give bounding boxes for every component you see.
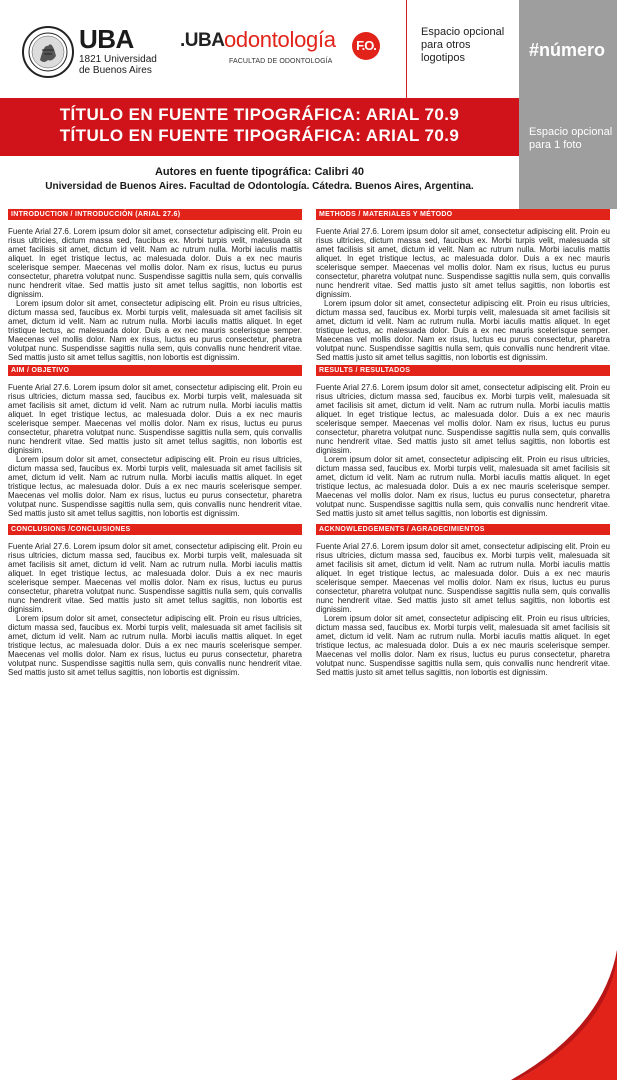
odontologia-logo <box>180 27 385 80</box>
poster-number-text: #número <box>529 40 606 60</box>
section-body <box>316 227 610 362</box>
section-body <box>8 542 302 677</box>
title-line-1: TÍTULO EN FUENTE TIPOGRÁFICA: ARIAL 70.9 <box>59 105 460 124</box>
title-line-2: TÍTULO EN FUENTE TIPOGRÁFICA: ARIAL 70.9 <box>59 126 460 145</box>
corner-swoosh-icon <box>457 950 617 1080</box>
paragraph: Lorem ipsum dolor sit amet, consectetur adipiscing elit. Proin eu risus ultricies, dictum massa sed, faucibus ex. Morbi turpis velit, malesuada sit amet facilisis sit amet, dictum id velit. Nam ac rutrum nulla. Morbi iaculis mattis aliquet. In eget tristique lectus, ac malesuada dolor. Duis a ex nec mauris scelerisque semper. Maecenas vel mollis dolor. Nam ex risus, luctus eu purus consectetur, pharetra volutpat nunc. Suspendisse sagittis nulla sem, quis convallis nunc hendrerit vitae. Sed mattis justo sit amet tellus sagittis, non lobortis est dignissim. <box>316 614 610 677</box>
paragraph: Fuente Arial 27.6. Lorem ipsum dolor sit amet, consectetur adipiscing elit. Proin eu risus ultricies, dictum massa sed, faucibus ex. Morbi turpis velit, malesuada sit amet facilisis sit amet, dictum id velit. Nam ac rutrum nulla. Morbi iaculis mattis aliquet. In eget tristique lectus, ac malesuada dolor. Duis a ex nec mauris scelerisque semper. Maecenas vel mollis dolor. Nam ex risus, luctus eu purus consectetur, pharetra volutpat nunc. Suspendisse sagittis nulla sem, quis convallis nunc hendrerit vitae. Sed mattis justo sit amet tellus sagittis, non lobortis est dignissim. <box>8 542 302 614</box>
section-heading: RESULTS / RESULTADOS <box>316 365 610 376</box>
paragraph: Lorem ipsum dolor sit amet, consectetur adipiscing elit. Proin eu risus ultricies, dictum massa sed, faucibus ex. Morbi turpis velit, malesuada sit amet facilisis sit amet, dictum id velit. Nam ac rutrum nulla. Morbi iaculis mattis aliquet. In eget tristique lectus, ac malesuada dolor. Duis a ex nec mauris scelerisque semper. Maecenas vel mollis dolor. Nam ex risus, luctus eu purus consectetur, pharetra volutpat nunc. Suspendisse sagittis nulla sem, quis convallis nunc hendrerit vitae. Sed mattis justo sit amet tellus sagittis, non lobortis est dignissim. <box>8 299 302 362</box>
paragraph: Lorem ipsum dolor sit amet, consectetur adipiscing elit. Proin eu risus ultricies, dictum massa sed, faucibus ex. Morbi turpis velit, malesuada sit amet facilisis sit amet, dictum id velit. Nam ac rutrum nulla. Morbi iaculis mattis aliquet. In eget tristique lectus, ac malesuada dolor. Duis a ex nec mauris scelerisque semper. Maecenas vel mollis dolor. Nam ex risus, luctus eu purus consectetur, pharetra volutpat nunc. Suspendisse sagittis nulla sem, quis convallis nunc hendrerit vitae. Sed mattis justo sit amet tellus sagittis, non lobortis est dignissim. <box>8 614 302 677</box>
paragraph: Fuente Arial 27.6. Lorem ipsum dolor sit amet, consectetur adipiscing elit. Proin eu risus ultricies, dictum massa sed, faucibus ex. Morbi turpis velit, malesuada sit amet facilisis sit amet, dictum id velit. Nam ac rutrum nulla. Morbi iaculis mattis aliquet. In eget tristique lectus, ac malesuada dolor. Duis a ex nec mauris scelerisque semper. Maecenas vel mollis dolor. Nam ex risus, luctus eu purus consectetur, pharetra volutpat nunc. Suspendisse sagittis nulla sem, quis convallis nunc hendrerit vitae. Sed mattis justo sit amet tellus sagittis, non lobortis est dignissim. <box>316 383 610 455</box>
photo-placeholder-text: Espacio opcional para 1 foto <box>529 126 613 151</box>
section-body <box>316 383 610 518</box>
section-aim <box>8 365 302 518</box>
section-heading: AIM / OBJETIVO <box>8 365 302 376</box>
uba-seal-icon <box>22 26 74 78</box>
paragraph: Fuente Arial 27.6. Lorem ipsum dolor sit amet, consectetur adipiscing elit. Proin eu risus ultricies, dictum massa sed, faucibus ex. Morbi turpis velit, malesuada sit amet facilisis sit amet, dictum id velit. Nam ac rutrum nulla. Morbi iaculis mattis aliquet. In eget tristique lectus, ac malesuada dolor. Duis a ex nec mauris scelerisque semper. Maecenas vel mollis dolor. Nam ex risus, luctus eu purus consectetur, pharetra volutpat nunc. Suspendisse sagittis nulla sem, quis convallis nunc hendrerit vitae. Sed mattis justo sit amet tellus sagittis, non lobortis est dignissim. <box>8 383 302 455</box>
section-introduction <box>8 209 302 362</box>
authors: Autores en fuente tipográfica: Calibri 40 <box>154 166 365 178</box>
odontologia-subtitle: FACULTAD DE ODONTOLOGÍA <box>229 58 333 65</box>
section-conclusions <box>8 524 302 677</box>
paragraph: Fuente Arial 27.6. Lorem ipsum dolor sit amet, consectetur adipiscing elit. Proin eu risus ultricies, dictum massa sed, faucibus ex. Morbi turpis velit, malesuada sit amet facilisis sit amet, dictum id velit. Nam ac rutrum nulla. Morbi iaculis mattis aliquet. In eget tristique lectus, ac malesuada dolor. Duis a ex nec mauris scelerisque semper. Maecenas vel mollis dolor. Nam ex risus, luctus eu purus consectetur, pharetra volutpat nunc. Suspendisse sagittis nulla sem, quis convallis nunc hendrerit vitae. Sed mattis justo sit amet tellus sagittis, non lobortis est dignissim. <box>316 542 610 614</box>
affiliation: Universidad de Buenos Aires. Facultad de Odontología. Cátedra. Buenos Aires, Argentina. <box>45 181 474 192</box>
logos-placeholder: Espacio opcional para otros logotipos <box>421 26 505 64</box>
odontologia-prefix: .UBA <box>180 30 225 51</box>
paragraph: Lorem ipsum dolor sit amet, consectetur adipiscing elit. Proin eu risus ultricies, dictum massa sed, faucibus ex. Morbi turpis velit, malesuada sit amet facilisis sit amet, dictum id velit. Nam ac rutrum nulla. Morbi iaculis mattis aliquet. In eget tristique lectus, ac malesuada dolor. Duis a ex nec mauris scelerisque semper. Maecenas vel mollis dolor. Nam ex risus, luctus eu purus consectetur, pharetra volutpat nunc. Suspendisse sagittis nulla sem, quis convallis nunc hendrerit vitae. Sed mattis justo sit amet tellus sagittis, non lobortis est dignissim. <box>316 299 610 362</box>
paragraph: Lorem ipsum dolor sit amet, consectetur adipiscing elit. Proin eu risus ultricies, dictum massa sed, faucibus ex. Morbi turpis velit, malesuada sit amet facilisis sit amet, dictum id velit. Nam ac rutrum nulla. Morbi iaculis mattis aliquet. In eget tristique lectus, ac malesuada dolor. Duis a ex nec mauris scelerisque semper. Maecenas vel mollis dolor. Nam ex risus, luctus eu purus consectetur, pharetra volutpat nunc. Suspendisse sagittis nulla sem, quis convallis nunc hendrerit vitae. Sed mattis justo sit amet tellus sagittis, non lobortis est dignissim. <box>316 455 610 518</box>
section-results <box>316 365 610 518</box>
paragraph: Lorem ipsum dolor sit amet, consectetur adipiscing elit. Proin eu risus ultricies, dictum massa sed, faucibus ex. Morbi turpis velit, malesuada sit amet facilisis sit amet, dictum id velit. Nam ac rutrum nulla. Morbi iaculis mattis aliquet. In eget tristique lectus, ac malesuada dolor. Duis a ex nec mauris scelerisque semper. Maecenas vel mollis dolor. Nam ex risus, luctus eu purus consectetur, pharetra volutpat nunc. Suspendisse sagittis nulla sem, quis convallis nunc hendrerit vitae. Sed mattis justo sit amet tellus sagittis, non lobortis est dignissim. <box>8 455 302 518</box>
section-heading: CONCLUSIONS /CONCLUSIONES <box>8 524 302 535</box>
section-heading: ACKNOWLEDGEMENTS / AGRADECIMIENTOS <box>316 524 610 535</box>
uba-year-text: 1821 Universidad de Buenos Aires <box>79 54 157 76</box>
fo-badge-icon: F.O. <box>352 32 380 60</box>
logo-divider <box>406 0 407 98</box>
uba-logo <box>22 24 157 84</box>
uba-wordmark: UBA <box>79 24 134 54</box>
section-body <box>316 542 610 677</box>
title-band <box>0 98 519 156</box>
section-heading: METHODS / MATERIALES Y MÉTODO <box>316 209 610 220</box>
odontologia-word: odontología <box>224 27 336 52</box>
paragraph: Fuente Arial 27.6. Lorem ipsum dolor sit amet, consectetur adipiscing elit. Proin eu risus ultricies, dictum massa sed, faucibus ex. Morbi turpis velit, malesuada sit amet facilisis sit amet, dictum id velit. Nam ac rutrum nulla. Morbi iaculis mattis aliquet. In eget tristique lectus, ac malesuada dolor. Duis a ex nec mauris scelerisque semper. Maecenas vel mollis dolor. Nam ex risus, luctus eu purus consectetur, pharetra volutpat nunc. Suspendisse sagittis nulla sem, quis convallis nunc hendrerit vitae. Sed mattis justo sit amet tellus sagittis, non lobortis est dignissim. <box>316 227 610 299</box>
photo-placeholder-box <box>519 98 617 209</box>
section-body <box>8 383 302 518</box>
section-body <box>8 227 302 362</box>
paragraph: Fuente Arial 27.6. Lorem ipsum dolor sit amet, consectetur adipiscing elit. Proin eu risus ultricies, dictum massa sed, faucibus ex. Morbi turpis velit, malesuada sit amet facilisis sit amet, dictum id velit. Nam ac rutrum nulla. Morbi iaculis mattis aliquet. In eget tristique lectus, ac malesuada dolor. Duis a ex nec mauris scelerisque semper. Maecenas vel mollis dolor. Nam ex risus, luctus eu purus consectetur, pharetra volutpat nunc. Suspendisse sagittis nulla sem, quis convallis nunc hendrerit vitae. Sed mattis justo sit amet tellus sagittis, non lobortis est dignissim. <box>8 227 302 299</box>
section-acknowledgements <box>316 524 610 677</box>
poster-number-box <box>519 0 617 98</box>
section-methods <box>316 209 610 362</box>
section-heading: INTRODUCTION / INTRODUCCIÓN (ARIAL 27.6) <box>8 209 302 220</box>
